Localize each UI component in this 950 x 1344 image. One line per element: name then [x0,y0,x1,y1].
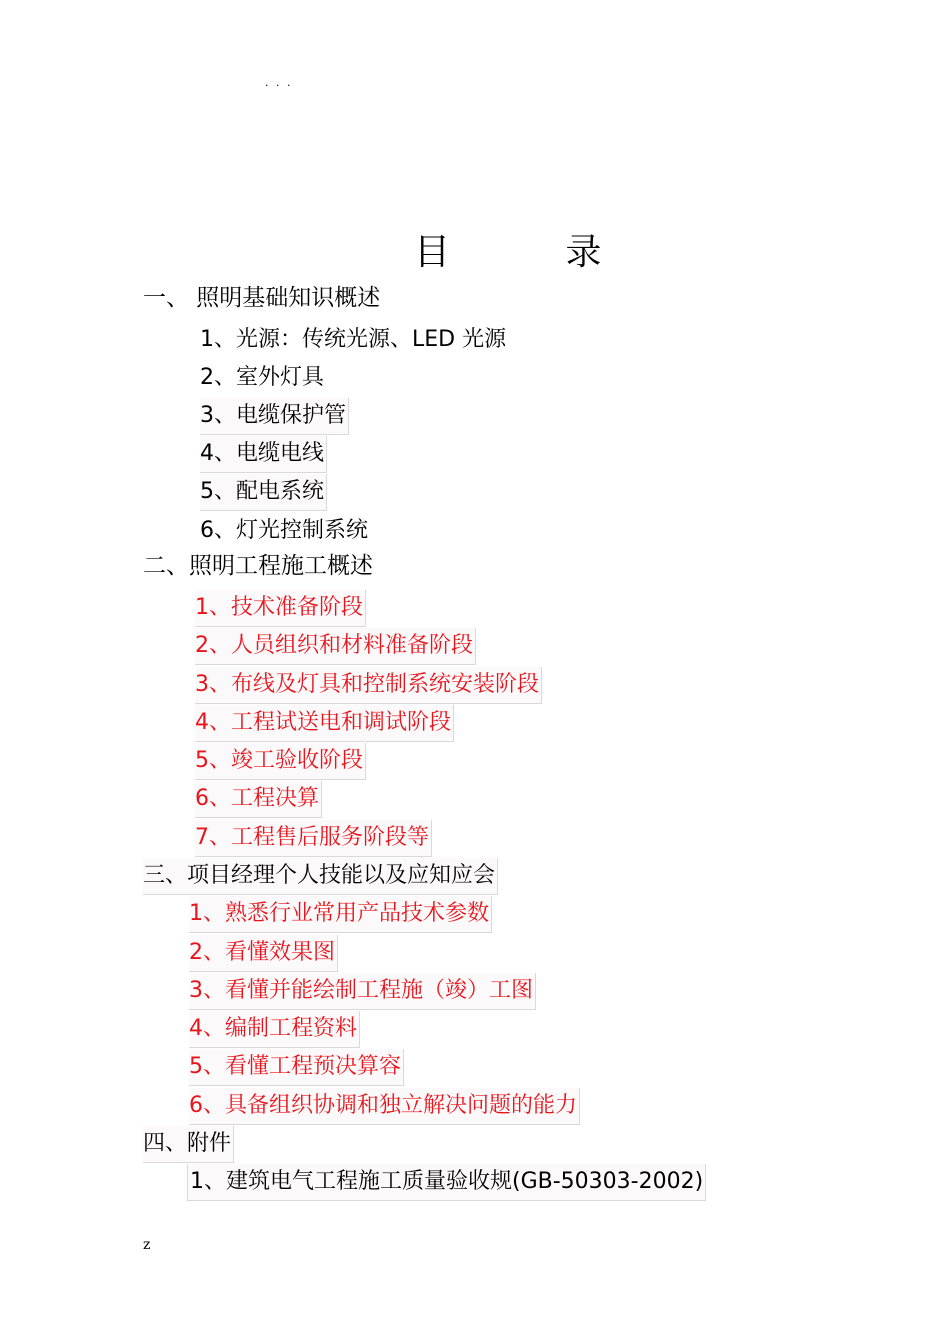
section-3-title: 三、项目经理个人技能以及应知应会 [143,858,498,895]
toc-item: 4、电缆电线 [200,436,327,473]
toc-item: 1、光源：传统光源、LED 光源 [200,327,507,352]
toc-item: 3、布线及灯具和控制系统安装阶段 [195,667,542,704]
page-title: 目 录 [414,232,654,273]
section-1-title: 一、 照明基础知识概述 [143,285,381,311]
header-mark: . . . [265,76,293,89]
toc-item: 5、配电系统 [200,474,327,511]
section-2-title: 二、照明工程施工概述 [143,553,373,579]
toc-item: 2、室外灯具 [200,365,324,390]
toc-item: 5、看懂工程预决算容 [189,1049,404,1086]
toc-item: 2、看懂效果图 [189,935,338,972]
toc-item: 7、工程售后服务阶段等 [195,820,432,857]
toc-item: 6、工程决算 [195,781,322,818]
toc-item: 5、竣工验收阶段 [195,743,366,780]
toc-item: 6、灯光控制系统 [200,518,368,543]
toc-item: 3、看懂并能绘制工程施（竣）工图 [189,973,536,1010]
toc-item: 3、电缆保护管 [200,398,349,435]
toc-item: 1、建筑电气工程施工质量验收规(GB-50303-2002) [187,1164,706,1201]
toc-item: 1、熟悉行业常用产品技术参数 [189,896,492,933]
toc-item: 2、人员组织和材料准备阶段 [195,628,476,665]
footer-mark: z [143,1237,151,1253]
toc-item: 1、技术准备阶段 [195,590,366,627]
toc-item: 4、工程试送电和调试阶段 [195,705,454,742]
section-4-title: 四、附件 [143,1126,234,1163]
toc-item: 4、编制工程资料 [189,1011,360,1048]
toc-item: 6、具备组织协调和独立解决问题的能力 [189,1088,580,1125]
